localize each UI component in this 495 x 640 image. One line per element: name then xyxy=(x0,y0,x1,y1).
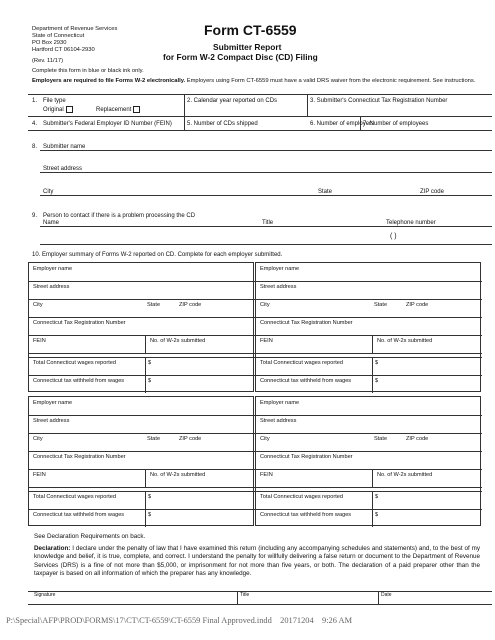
dept-address xyxy=(32,26,117,54)
replacement-checkbox[interactable] xyxy=(133,106,140,113)
instructions-bold: Employers are required to file Forms W-2 electronically. xyxy=(32,78,186,84)
employer-w2-count-field[interactable]: No. of W-2s submitted xyxy=(377,338,433,344)
employer-wages-field[interactable]: Total Connecticut wages reported xyxy=(260,494,344,500)
employer-city-field[interactable]: City xyxy=(33,302,43,308)
employer-w2-count-field[interactable]: No. of W-2s submitted xyxy=(150,472,206,478)
revision: (Rev. 11/17) xyxy=(32,58,64,64)
declaration-label: Declaration: xyxy=(34,545,71,552)
form-subtitle-1: Submitter Report xyxy=(213,42,282,52)
number-of-employers-field[interactable]: 6. Number of employers xyxy=(310,121,375,127)
field-10-label: 10. Employer summary of Forms W-2 reported on CD. Complete for each employer submitted. xyxy=(32,252,283,258)
employer-wages-field[interactable]: Total Connecticut wages reported xyxy=(260,360,344,366)
declaration-body: I declare under the penalty of law that I have examined this return (including any accompanying schedules and statements) and, to the best of my knowledge and belief, it is true, complete, and correct. I understand the penalty for willfully delivering a false return or document to the Department of Revenue Services (DRS) is a fine of not more than $5,000, or imprisonment for not more than five years, or both. The declaration of a paid preparer other than the taxpayer is based on all information of which the preparer has any knowledge. xyxy=(34,545,480,578)
employer-street-field[interactable]: Street address xyxy=(33,284,70,290)
contact-title-field[interactable]: Title xyxy=(262,220,274,226)
file-path-footer: P:\Special\AFP\PROD\FORMS\17\CT\CT-6559\CT-6559 Final Approved.indd 20171204 9:26 AM xyxy=(6,616,353,625)
employer-city-field[interactable]: City xyxy=(260,302,270,308)
employer-state-field[interactable]: State xyxy=(374,302,388,308)
instructions-ink: Complete this form in blue or black ink only. xyxy=(32,68,144,74)
contact-name-field[interactable]: Name xyxy=(43,220,60,226)
employer-block xyxy=(28,262,254,392)
withheld-dollar-sign: $ xyxy=(148,378,152,384)
signer-title-field[interactable]: Title xyxy=(240,592,250,598)
employer-state-field[interactable]: State xyxy=(147,436,161,442)
form-title: Form CT-6559 xyxy=(204,22,297,38)
contact-person-label: Person to contact if there is a problem processing the CD xyxy=(43,213,196,219)
original-option[interactable] xyxy=(43,106,73,114)
employer-fein-field[interactable]: FEIN xyxy=(260,472,273,478)
wages-dollar-sign: $ xyxy=(375,360,379,366)
submitter-zip-field[interactable]: ZIP code xyxy=(420,189,444,195)
employer-street-field[interactable]: Street address xyxy=(260,284,297,290)
dept-line-3: PO Box 2930 xyxy=(32,40,67,46)
employer-name-field[interactable]: Employer name xyxy=(260,266,300,272)
employer-name-field[interactable]: Employer name xyxy=(260,400,300,406)
employer-city-field[interactable]: City xyxy=(33,436,43,442)
employer-state-field[interactable]: State xyxy=(374,436,388,442)
instructions-electronic xyxy=(32,78,482,85)
employer-w2-count-field[interactable]: No. of W-2s submitted xyxy=(377,472,433,478)
employer-w2-count-field[interactable]: No. of W-2s submitted xyxy=(150,338,206,344)
submitter-name-field[interactable]: Submitter name xyxy=(43,144,86,150)
employer-withheld-field[interactable]: Connecticut tax withheld from wages xyxy=(260,512,352,518)
employer-withheld-field[interactable]: Connecticut tax withheld from wages xyxy=(33,378,125,384)
signature-date-field[interactable]: Date xyxy=(381,592,392,598)
employer-name-field[interactable]: Employer name xyxy=(33,266,73,272)
employer-withheld-field[interactable]: Connecticut tax withheld from wages xyxy=(260,378,352,384)
employer-zip-field[interactable]: ZIP code xyxy=(406,302,429,308)
field-1-label: File type xyxy=(43,98,66,104)
wages-dollar-sign: $ xyxy=(375,494,379,500)
wages-dollar-sign: $ xyxy=(148,494,152,500)
contact-phone-label: Telephone number xyxy=(386,220,436,226)
employer-state-field[interactable]: State xyxy=(147,302,161,308)
submitter-street-field[interactable]: Street address xyxy=(43,166,83,172)
employer-street-field[interactable]: Street address xyxy=(260,418,297,424)
cds-shipped-field[interactable]: 5. Number of CDs shipped xyxy=(187,121,258,127)
employer-street-field[interactable]: Street address xyxy=(33,418,70,424)
employer-wages-field[interactable]: Total Connecticut wages reported xyxy=(33,494,117,500)
submitter-state-field[interactable]: State xyxy=(318,189,333,195)
employer-wages-field[interactable]: Total Connecticut wages reported xyxy=(33,360,117,366)
field-9-number: 9. xyxy=(32,213,38,219)
employer-withheld-field[interactable]: Connecticut tax withheld from wages xyxy=(33,512,125,518)
employer-fein-field[interactable]: FEIN xyxy=(260,338,273,344)
employer-ct-reg-field[interactable]: Connecticut Tax Registration Number xyxy=(260,454,353,460)
withheld-dollar-sign: $ xyxy=(375,378,379,384)
form-subtitle-2: for Form W-2 Compact Disc (CD) Filing xyxy=(163,52,318,62)
instructions-rest: Employers using Form CT-6559 must have a valid DRS waiver from the electronic requirement. See instructions. xyxy=(185,78,476,84)
number-of-employees-field[interactable]: 7. Number of employees xyxy=(363,121,429,127)
declaration-see-back: See Declaration Requirements on back. xyxy=(34,533,146,540)
withheld-dollar-sign: $ xyxy=(375,512,379,518)
employer-city-field[interactable]: City xyxy=(260,436,270,442)
employer-zip-field[interactable]: ZIP code xyxy=(406,436,429,442)
employer-ct-reg-field[interactable]: Connecticut Tax Registration Number xyxy=(260,320,353,326)
employer-ct-reg-field[interactable]: Connecticut Tax Registration Number xyxy=(33,454,126,460)
field-8-number: 8. xyxy=(32,144,38,150)
dept-line-4: Hartford CT 06104-2930 xyxy=(32,47,95,53)
employer-zip-field[interactable]: ZIP code xyxy=(179,436,202,442)
submitter-fein-field[interactable]: Submitter's Federal Employer ID Number (FEIN) xyxy=(43,121,172,127)
employer-ct-reg-field[interactable]: Connecticut Tax Registration Number xyxy=(33,320,126,326)
employer-fein-field[interactable]: FEIN xyxy=(33,472,46,478)
dept-line-2: State of Connecticut xyxy=(32,33,85,39)
field-4-number: 4. xyxy=(32,121,38,127)
employer-block xyxy=(255,262,481,392)
field-1-number: 1. xyxy=(32,98,38,104)
replacement-label: Replacement xyxy=(96,107,132,114)
employer-fein-field[interactable]: FEIN xyxy=(33,338,46,344)
original-checkbox[interactable] xyxy=(66,106,73,113)
declaration-text xyxy=(34,545,480,579)
employer-name-field[interactable]: Employer name xyxy=(33,400,73,406)
signature-field[interactable]: Signature xyxy=(34,592,56,598)
employer-block xyxy=(255,396,481,526)
employer-zip-field[interactable]: ZIP code xyxy=(179,302,202,308)
dept-line-1: Department of Revenue Services xyxy=(32,26,118,32)
original-label: Original xyxy=(43,107,64,114)
replacement-option[interactable] xyxy=(96,106,140,114)
contact-phone-field[interactable]: ( ) xyxy=(390,233,397,240)
submitter-ct-reg-field[interactable]: 3. Submitter's Connecticut Tax Registration Number xyxy=(310,98,448,104)
submitter-city-field[interactable]: City xyxy=(43,189,54,195)
calendar-year-field[interactable]: 2. Calendar year reported on CDs xyxy=(187,98,278,104)
wages-dollar-sign: $ xyxy=(148,360,152,366)
withheld-dollar-sign: $ xyxy=(148,512,152,518)
employer-block xyxy=(28,396,254,526)
